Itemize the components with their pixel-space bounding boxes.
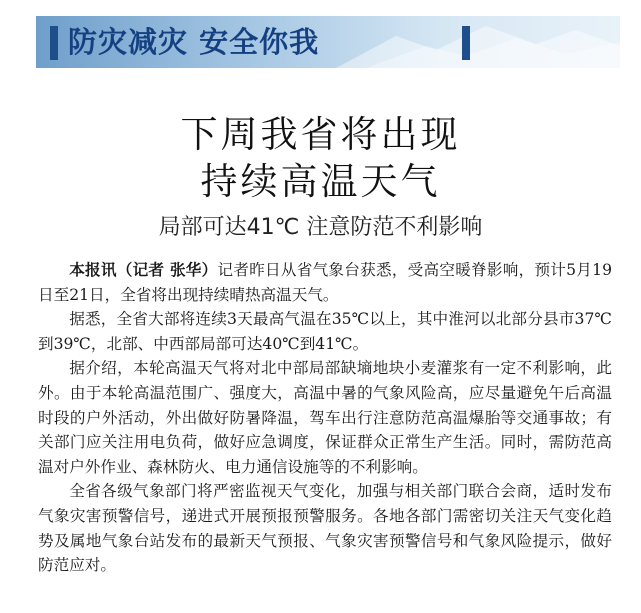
banner-right-bar: [462, 26, 470, 60]
paragraph-3: 据介绍，本轮高温天气将对北中部局部缺墒地块小麦灌浆有一定不利影响，此外。由于本轮高温范围广、强度大，高温中暑的气象风险高，应尽量避免午后高温时段的户外活动，外出做好防暑降温，驾车出行注意防范高温爆胎等交通事故；有关部门应关注用电负荷，做好应急调度，保证群众正常生产生活。同时，需防范高温对户外作业、森林防火、电力通信设施等的不利影响。: [38, 359, 612, 476]
banner-title: 防灾减灾 安全你我: [68, 25, 320, 59]
headline-line-1: 下周我省将出现: [180, 113, 461, 156]
paragraph-1: [38, 258, 612, 307]
banner-left-bar: [50, 26, 58, 60]
headline-line-2: 持续高温天气: [200, 160, 441, 203]
paragraph-1-text: 记者昨日从省气象台获悉，受高空暖脊影响，预计5月19日至21日，全省将出现持续晴热高温天气。: [38, 261, 612, 304]
byline-lead: 本报讯（记者 张华）: [69, 261, 218, 279]
paragraph-2: 据悉，全省大部将连续3天最高气温在35℃以上，其中淮河以北部分县市37℃到39℃，北部、中西部局部可达40℃到41℃。: [38, 310, 612, 353]
paragraph-4: 全省各级气象部门将严密监视天气变化，加强与相关部门联合会商，适时发布气象灾害预警信号，递进式开展预报预警服务。各地各部门需密切关注天气变化趋势及属地气象台站发布的最新天气预报、气象灾害预警信号和气象风险提示，做好防范应对。: [38, 482, 612, 575]
section-banner: [36, 16, 620, 68]
subheadline: 局部可达41℃ 注意防范不利影响: [158, 215, 483, 240]
article-body: [38, 258, 612, 578]
